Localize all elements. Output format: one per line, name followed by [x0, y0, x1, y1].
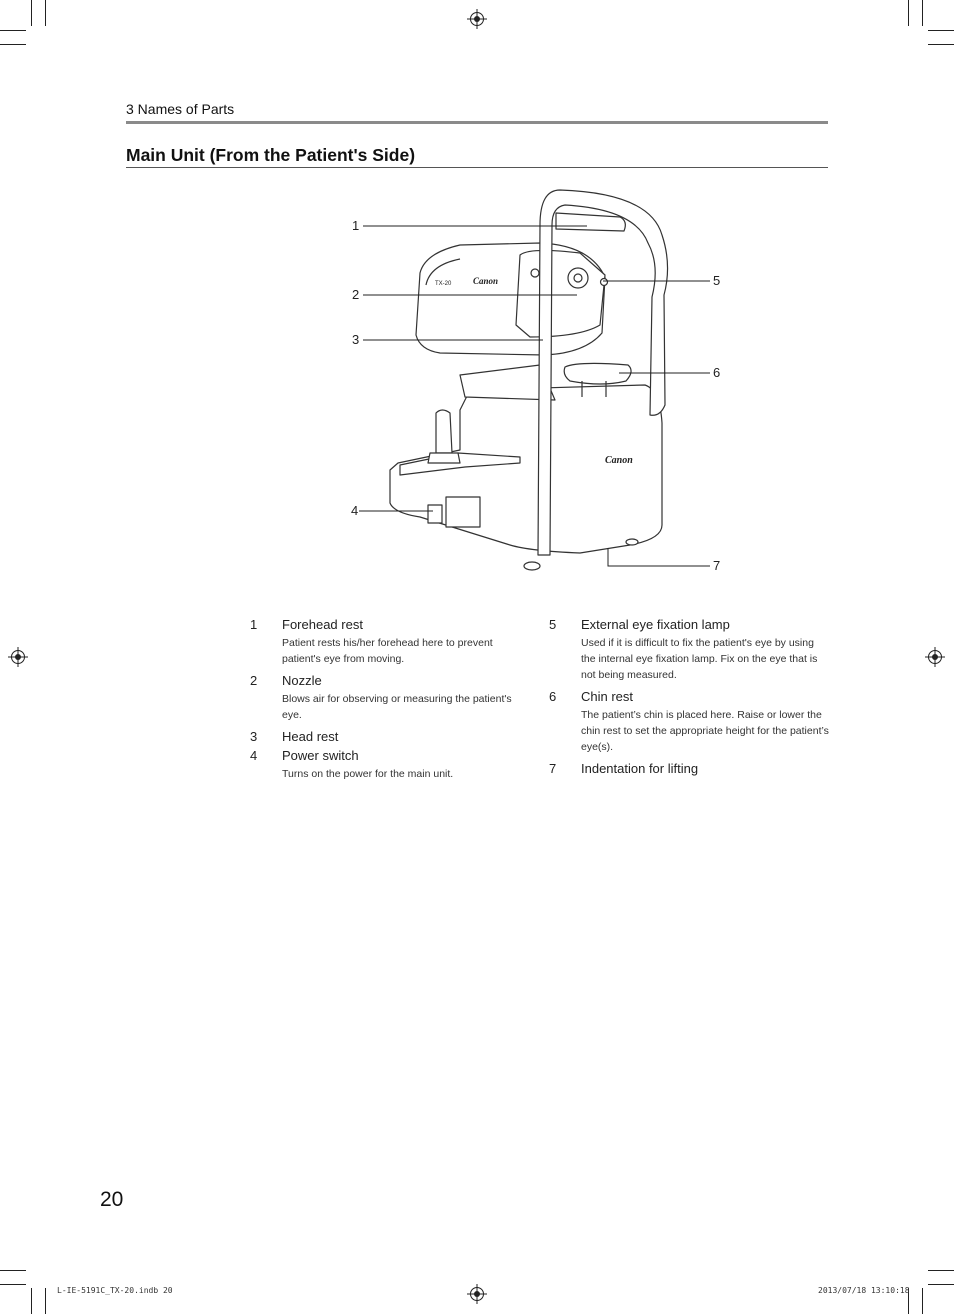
part-name: Indentation for lifting — [581, 761, 699, 776]
section-label: 3 Names of Parts — [126, 101, 235, 117]
print-slug-file: L-IE-5191C_TX-20.indb 20 — [57, 1286, 173, 1295]
part-name: External eye fixation lamp — [581, 617, 730, 632]
list-item — [250, 729, 525, 744]
list-item — [250, 748, 525, 782]
part-description: The patient’s chin is placed here. Raise or lower the chin rest to set the appropriate height for the patient’s eye(s). — [581, 709, 829, 753]
part-description: Turns on the power for the main unit. — [282, 768, 454, 780]
part-description: Used if it is difficult to fix the patient's eye by using the internal eye fixation lamp. Fix on the eye that is not being measured. — [581, 637, 818, 681]
part-number: 3 — [250, 729, 258, 744]
callout-5: 5 — [713, 273, 721, 288]
body-brand: Canon — [605, 455, 633, 466]
parts-list-right — [549, 617, 829, 782]
registration-mark-top-icon — [467, 9, 487, 29]
part-number: 5 — [549, 617, 557, 632]
part-name: Power switch — [282, 748, 359, 763]
print-slug-date: 2013/07/18 13:10:18 — [818, 1286, 910, 1295]
registration-mark-left-icon — [8, 647, 28, 667]
registration-mark-right-icon — [925, 647, 945, 667]
head-brand: Canon — [473, 276, 499, 286]
part-number: 4 — [250, 748, 258, 763]
part-name: Chin rest — [581, 689, 634, 704]
list-item — [549, 761, 829, 776]
part-name: Forehead rest — [282, 617, 363, 632]
callout-leaders — [355, 215, 720, 575]
part-description: Blows air for observing or measuring the patient's eye. — [282, 693, 512, 721]
list-item — [250, 617, 525, 667]
callout-3: 3 — [352, 332, 360, 347]
title-rule — [126, 167, 828, 168]
part-number: 2 — [250, 673, 258, 688]
list-item — [549, 617, 829, 683]
part-name: Nozzle — [282, 673, 322, 688]
part-description: Patient rests his/her forehead here to prevent patient's eye from moving. — [282, 637, 493, 665]
list-item — [250, 673, 525, 723]
part-number: 7 — [549, 761, 557, 776]
parts-list-left — [250, 617, 525, 788]
part-name: Head rest — [282, 729, 339, 744]
callout-1: 1 — [352, 218, 360, 233]
page-number: 20 — [100, 1188, 124, 1211]
callout-7: 7 — [713, 558, 721, 573]
list-item — [549, 689, 829, 755]
part-number: 6 — [549, 689, 557, 704]
registration-mark-bottom-icon — [467, 1284, 487, 1304]
page-title: Main Unit (From the Patient's Side) — [126, 145, 416, 165]
part-number: 1 — [250, 617, 258, 632]
callout-2: 2 — [352, 287, 360, 302]
callout-4: 4 — [351, 503, 359, 518]
model-badge: TX-20 — [435, 281, 452, 287]
callout-6: 6 — [713, 365, 721, 380]
section-rule — [126, 121, 828, 124]
